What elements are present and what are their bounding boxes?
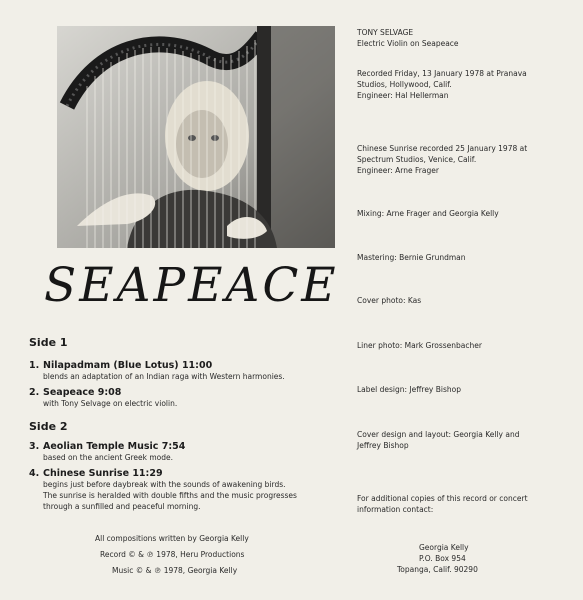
- track-3-name: Aeolian Temple Music 7:54: [43, 441, 186, 452]
- harpist-illustration: [57, 26, 335, 248]
- track-4-name: Chinese Sunrise 11:29: [43, 468, 163, 479]
- track-3-title: [29, 441, 185, 452]
- record-copyright: Record © & ℗ 1978, Heru Productions: [100, 550, 245, 559]
- side-1-heading: Side 1: [29, 336, 68, 349]
- engineer-frager: Engineer: Arne Frager: [357, 166, 439, 175]
- additional-copies-line-2: information contact:: [357, 505, 434, 514]
- track-3-number: 3.: [29, 441, 40, 452]
- track-2-number: 2.: [29, 387, 40, 398]
- compositions-credit: All compositions written by Georgia Kelly: [95, 534, 249, 543]
- track-1-number: 1.: [29, 360, 40, 371]
- track-1-title: [29, 360, 212, 371]
- track-2-name: Seapeace 9:08: [43, 387, 122, 398]
- liner-photo-credit: Liner photo: Mark Grossenbacher: [357, 341, 482, 350]
- mastering-credit: Mastering: Bernie Grundman: [357, 253, 466, 262]
- contact-po-box: P.O. Box 954: [419, 554, 466, 563]
- performer-role: Electric Violin on Seapeace: [357, 39, 459, 48]
- additional-copies-line-1: For additional copies of this record or concert: [357, 494, 528, 503]
- recorded-line-1: Recorded Friday, 13 January 1978 at Pranava: [357, 69, 527, 78]
- contact-name: Georgia Kelly: [419, 543, 469, 552]
- album-title: SEAPEACE: [44, 258, 339, 313]
- side-2-heading: Side 2: [29, 420, 68, 433]
- track-4-description-line-3: through a sunfilled and peaceful morning.: [43, 502, 201, 511]
- track-2-title: [29, 387, 121, 398]
- mixing-credit: Mixing: Arne Frager and Georgia Kelly: [357, 209, 499, 218]
- cover-design-line-1: Cover design and layout: Georgia Kelly and: [357, 430, 520, 439]
- cover-photo-credit: Cover photo: Kas: [357, 296, 422, 305]
- performer-name: TONY SELVAGE: [357, 28, 414, 37]
- cover-design-line-2: Jeffrey Bishop: [357, 441, 409, 450]
- track-4-number: 4.: [29, 468, 40, 479]
- track-1-name: Nilapadmam (Blue Lotus) 11:00: [43, 360, 213, 371]
- track-3-description: based on the ancient Greek mode.: [43, 453, 174, 462]
- label-design-credit: Label design: Jeffrey Bishop: [357, 385, 461, 394]
- music-copyright: Music © & ℗ 1978, Georgia Kelly: [112, 566, 238, 575]
- chinese-sunrise-line-2: Spectrum Studios, Venice, Calif.: [357, 155, 477, 164]
- track-4-description-line-1: begins just before daybreak with the sounds of awakening birds.: [43, 480, 286, 489]
- engineer-hellerman: Engineer: Hal Hellerman: [357, 91, 449, 100]
- track-2-description: with Tony Selvage on electric violin.: [43, 399, 178, 408]
- track-4-description-line-2: The sunrise is heralded with double fifths and the music progresses: [43, 491, 297, 500]
- track-1-description: blends an adaptation of an Indian raga with Western harmonies.: [43, 372, 285, 381]
- chinese-sunrise-line-1: Chinese Sunrise recorded 25 January 1978 at: [357, 144, 528, 153]
- harpist-photo: [57, 26, 335, 248]
- recorded-line-2: Studios, Hollywood, Calif.: [357, 80, 452, 89]
- contact-address: Topanga, Calif. 90290: [397, 565, 478, 574]
- track-4-title: [29, 468, 163, 479]
